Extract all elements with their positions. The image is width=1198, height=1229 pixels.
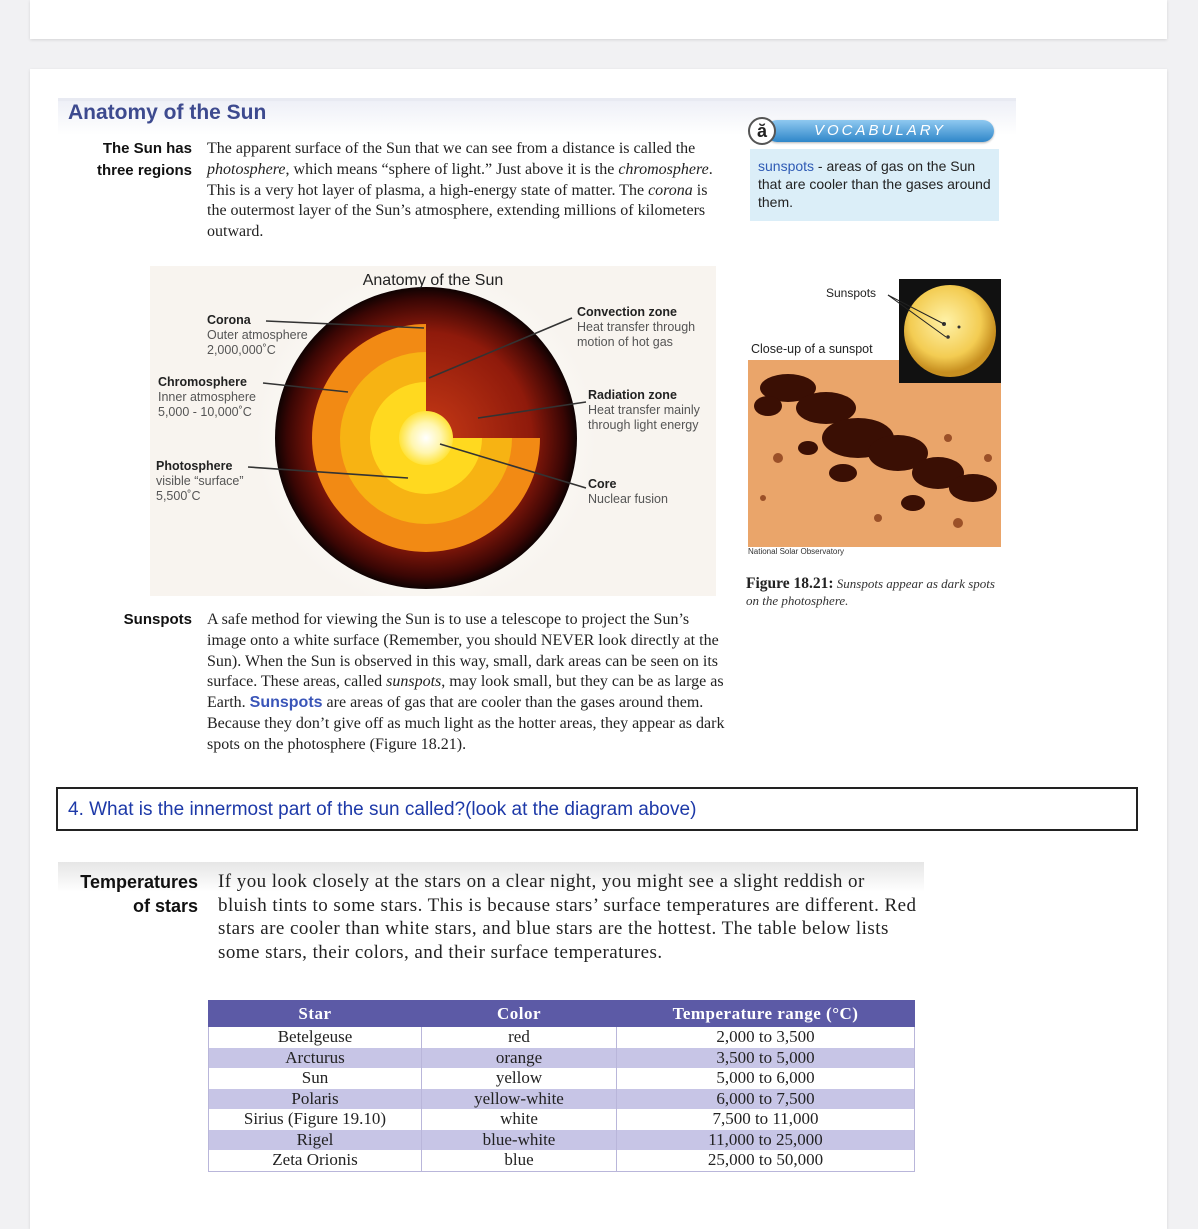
chromosphere-label: Chromosphere Inner atmosphere 5,000 - 10,000˚C (158, 375, 256, 419)
corona-label: Corona Outer atmosphere 2,000,000˚C (207, 313, 308, 357)
regions-paragraph (207, 139, 727, 243)
core-layer (399, 411, 453, 465)
vocabulary-definition-box (750, 149, 999, 221)
table-row: Arcturus orange 3,500 to 5,000 (209, 1048, 915, 1069)
sunspots-paragraph (207, 610, 727, 756)
convection-zone-label: Convection zone Heat transfer through motion of hot gas (577, 305, 696, 349)
text-run: . This is a very hot layer of plasma, a high-energy state of matter. The (207, 160, 713, 199)
sunspots-photo-label: Sunspots (826, 286, 877, 300)
table-header-row (209, 1001, 915, 1027)
vocabulary-header (748, 117, 1000, 145)
previous-page-card (30, 0, 1167, 39)
core-label: Core Nuclear fusion (588, 477, 668, 506)
table-row: Sun yellow 5,000 to 6,000 (209, 1068, 915, 1089)
regions-side-label: The Sun has three regions (96, 140, 192, 179)
question-4-text: 4. What is the innermost part of the sun called?(look at the diagram above) (68, 799, 697, 820)
star-temperature-table (208, 1000, 915, 1172)
table-row: Polaris yellow-white 6,000 to 7,500 (209, 1089, 915, 1110)
diagram-title: Anatomy of the Sun (362, 272, 504, 289)
figure-caption: Figure 18.21: Sunspots appear as dark spots on the photosphere. (746, 575, 995, 608)
text-run: is the outermost layer of the Sun’s atmosphere, extending millions of kilometers outward. (207, 181, 708, 241)
column-header-star: Star (209, 1001, 422, 1027)
text-run: are areas of gas that are cooler than the gases around them. Because they don’t give off as much light as the hotter areas, they appear as dark spots on the photosphere (Figure 18.21). (207, 694, 725, 753)
table-row: Zeta Orionis blue 25,000 to 50,000 (209, 1150, 915, 1171)
photo-credit: National Solar Observatory (748, 547, 845, 556)
emphasized-term: corona (648, 181, 693, 199)
emphasized-term: photosphere (207, 160, 286, 178)
sunspot-figure (748, 278, 1002, 558)
emphasized-term: sunspots (386, 673, 442, 691)
temperatures-paragraph: If you look closely at the stars on a clear night, you might see a slight reddish or bluish tints to some stars. This is because stars’ surface temperatures are different. Red stars are cooler than white stars, and blue stars are the hottest. The table below lists some stars, their colors, and their surface temperatures. (218, 871, 917, 963)
photosphere-label: Photosphere visible “surface” 5,500˚C (156, 459, 244, 503)
text-run: , which means “sphere of light.” Just above it is the (285, 160, 619, 178)
closeup-label: Close-up of a sunspot (751, 342, 873, 356)
temperatures-side-label: Temperatures of stars (80, 872, 198, 916)
sunspot-photo (748, 278, 1002, 558)
sun-diagram (150, 266, 716, 596)
text-run: A safe method for viewing the Sun is to use a telescope to project the Sun’s image onto a white surface (Remember, you should NEVER look directly at the Sun). When the Sun is observed in this way, small, dark areas can be seen on its surface. These areas, called (207, 611, 719, 691)
sunspots-side-label: Sunspots (123, 611, 192, 628)
table-row: Sirius (Figure 19.10) white 7,500 to 11,000 (209, 1109, 915, 1130)
table-row: Rigel blue-white 11,000 to 25,000 (209, 1130, 915, 1151)
text-run: The apparent surface of the Sun that we can see from a distance is called the (207, 140, 696, 157)
highlighted-term: Sunspots (249, 694, 323, 712)
column-header-temperature: Temperature range (°C) (617, 1001, 915, 1027)
section-title: Anatomy of the Sun (68, 101, 267, 124)
column-header-color: Color (422, 1001, 617, 1027)
vocabulary-term: sunspots (758, 158, 815, 174)
table-row: Betelgeuse red 2,000 to 3,500 (209, 1027, 915, 1048)
emphasized-term: chromosphere (618, 160, 709, 178)
vocabulary-icon: ă (748, 117, 776, 145)
text-run: , may look small, but they can be as large as Earth. (207, 673, 724, 712)
vocabulary-heading: VOCABULARY (766, 120, 994, 142)
question-4-box (56, 787, 1138, 831)
radiation-zone-label: Radiation zone Heat transfer mainly through light energy (588, 388, 700, 432)
vocabulary-definition: - areas of gas on the Sun that are cooler than the gases around them. (758, 158, 991, 210)
